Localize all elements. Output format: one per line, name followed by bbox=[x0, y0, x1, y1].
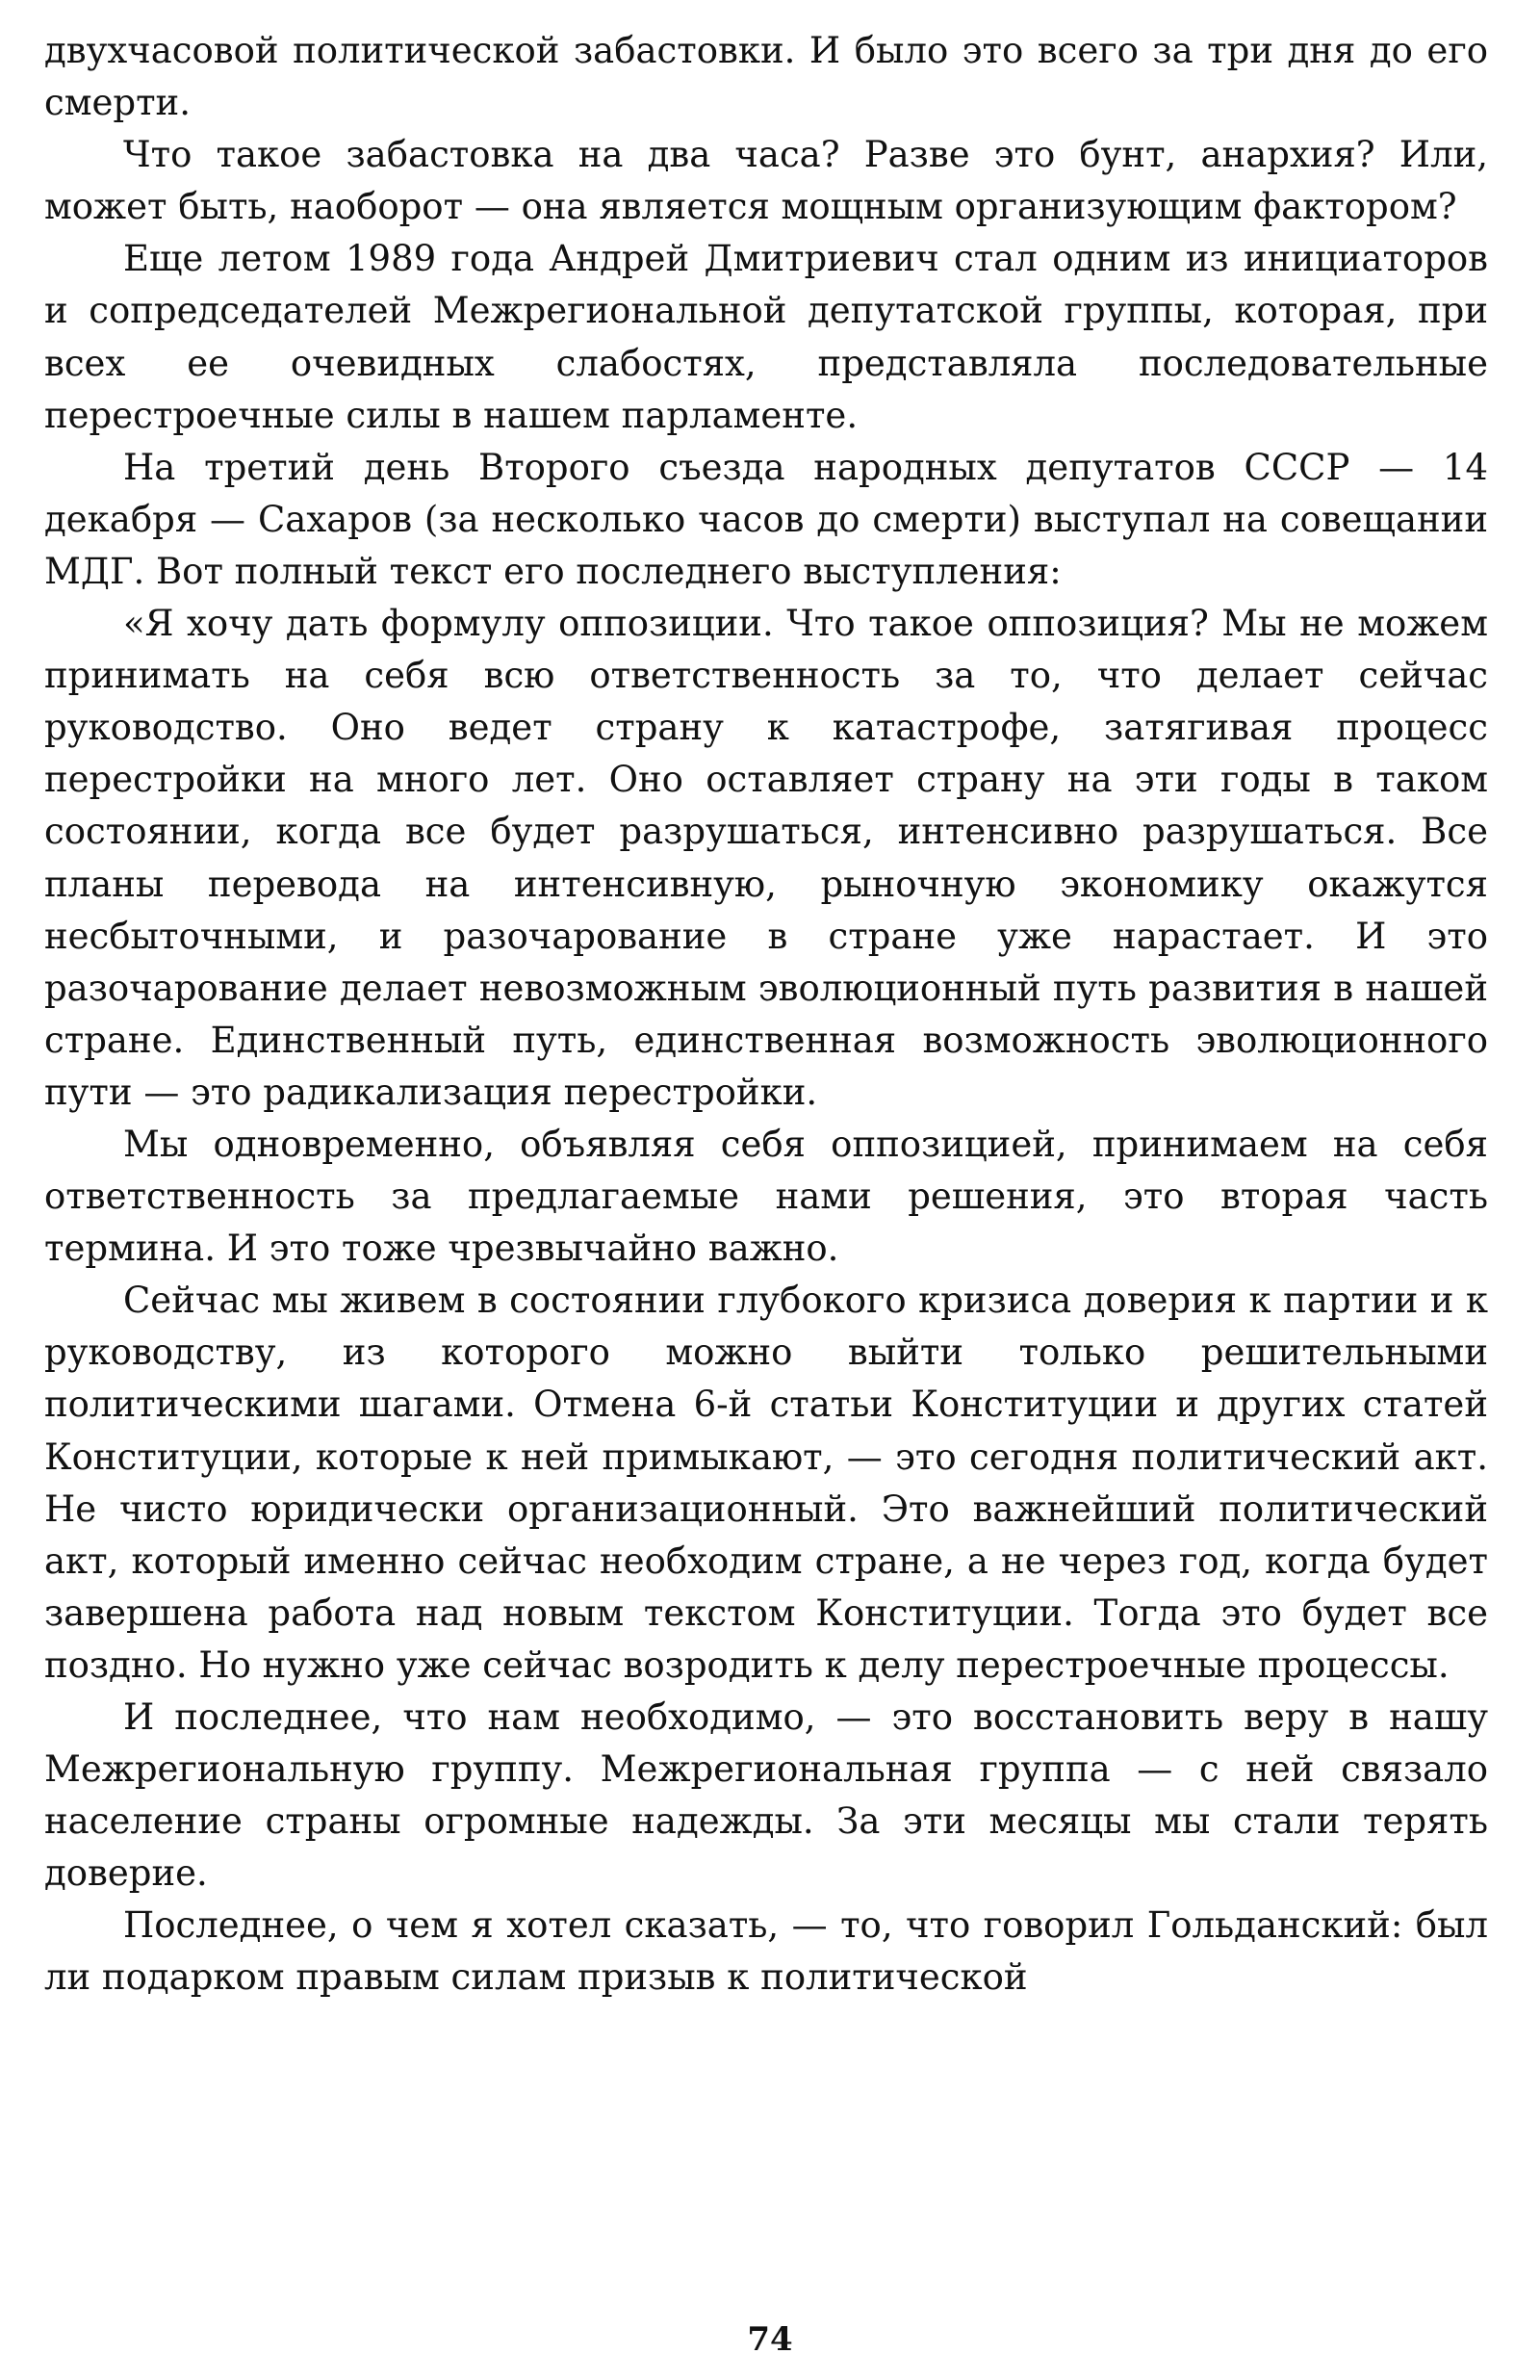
paragraph-1: двухчасовой политической забастовки. И было это всего за три дня до его смерти. bbox=[44, 30, 1488, 124]
paragraph-6: Мы одновременно, объявляя себя оппозицией, принимаем на себя ответственность за предлагаемые нами решения, это вторая часть термина. И это тоже чрезвычайно важно. bbox=[44, 1123, 1488, 1270]
page-number: 74 bbox=[747, 2320, 793, 2359]
paragraph-3: Еще летом 1989 года Андрей Дмитриевич стал одним из инициаторов и сопредседателей Межрегиональной депутатской группы, которая, при всех ее очевидных слабостях, представляла последовательные перестроечные силы в нашем парламенте. bbox=[44, 238, 1488, 436]
paragraph-9: Последнее, о чем я хотел сказать, — то, что говорил Гольданский: был ли подарком правым силам призыв к политической bbox=[44, 1904, 1488, 1999]
paragraph-2: Что такое забастовка на два часа? Разве это бунт, анархия? Или, может быть, наоборот — она является мощным организующим фактором? bbox=[44, 134, 1488, 228]
paragraph-4: На третий день Второго съезда народных депутатов СССР — 14 декабря — Сахаров (за несколько часов до смерти) выступал на совещании МДГ. Вот полный текст его последнего выступления: bbox=[44, 446, 1488, 592]
paragraph-5: «Я хочу дать формулу оппозиции. Что такое оппозиция? Мы не можем принимать на себя всю ответственность за то, что делает сейчас руководство. Оно ведет страну к катастрофе, затягивая процесс перестройки на много лет. Оно оставляет страну на эти годы в таком состоянии, когда все будет разрушаться, интенсивно разрушаться. Все планы перевода на интенсивную, рыночную экономику окажутся несбыточными, и разочарование в стране уже нарастает. И это разочарование делает невозможным эволюционный путь развития в нашей стране. Единственный путь, единственная возможность эволюционного пути — это радикализация перестройки. bbox=[44, 603, 1488, 1113]
paragraph-7: Сейчас мы живем в состоянии глубокого кризиса доверия к партии и к руководству, из которого можно выйти только решительными политическими шагами. Отмена 6-й статьи Конституции и других статей Конституции, которые к ней примыкают, — это сегодня политический акт. Не чисто юридически организационный. Это важнейший политический акт, который именно сейчас необходим стране, а не через год, когда будет завершена работа над новым текстом Конституции. Тогда это будет все поздно. Но нужно уже сейчас возродить к делу перестроечные процессы. bbox=[44, 1280, 1488, 1686]
document-page bbox=[44, 25, 1488, 2005]
paragraph-8: И последнее, что нам необходимо, — это восстановить веру в нашу Межрегиональную группу. Межрегиональная группа — с ней связало население страны огромные надежды. За эти месяцы мы стали терять доверие. bbox=[44, 1696, 1488, 1895]
